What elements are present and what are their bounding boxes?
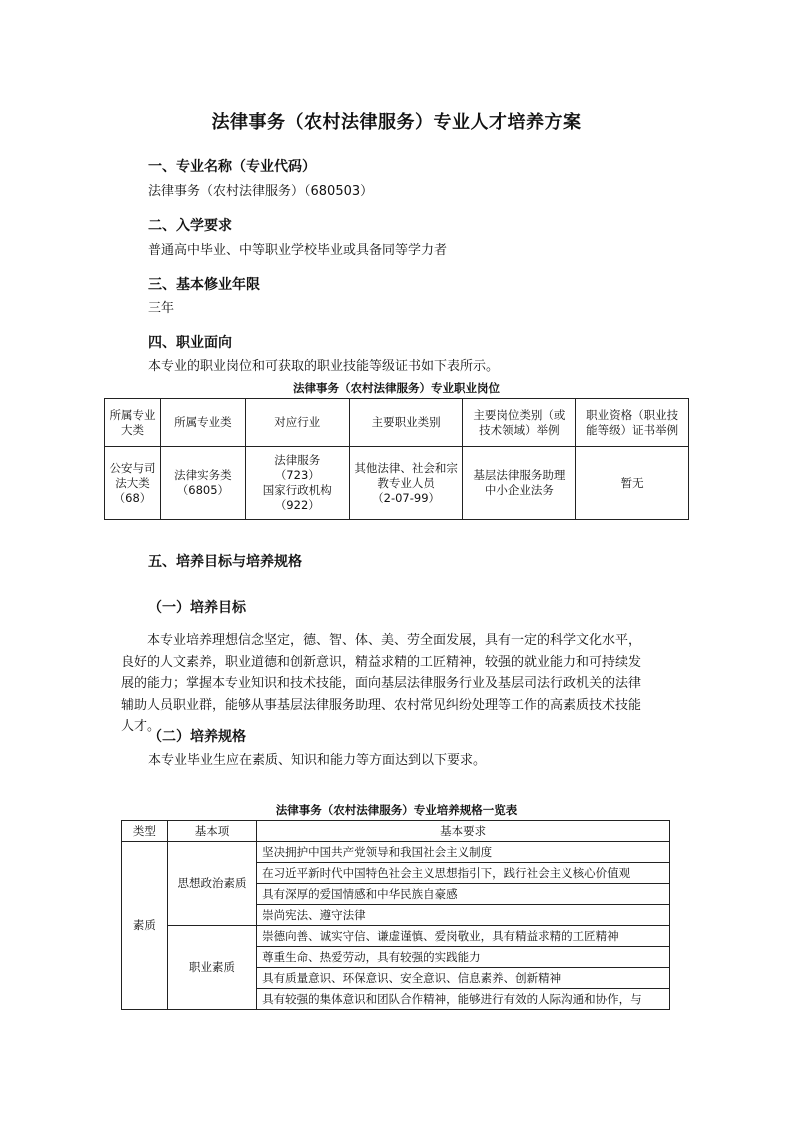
cell-major-class: 法律实务类 （6805）	[160, 447, 245, 520]
goal-line-4: 辅助人员职业群，能够从事基层法律服务助理、农村常见纠纷处理等工作的高素质技术技能	[121, 697, 642, 713]
table-2-caption: 法律事务（农村法律服务）专业培养规格一览表	[275, 803, 518, 817]
header-cell-major-class: 所属专业类	[160, 399, 245, 447]
header-cell-industry: 对应行业	[245, 399, 349, 447]
goal-paragraph	[121, 630, 676, 738]
section-4-text: 本专业的职业岗位和可获取的职业技能等级证书如下表所示。	[148, 359, 500, 374]
goal-line-5: 人才。	[121, 719, 161, 734]
header-item: 基本项	[167, 821, 256, 842]
requirement-cell: 坚决拥护中国共产党领导和我国社会主义制度	[257, 842, 670, 863]
header-type: 类型	[122, 821, 168, 842]
spec-table	[121, 820, 670, 1010]
cell-position: 基层法律服务助理 中小企业法务	[463, 447, 576, 520]
subsection-1-heading: （一）培养目标	[148, 600, 246, 616]
requirement-cell: 具有深厚的爱国情感和中华民族自豪感	[257, 884, 670, 905]
cell-group-political: 思想政治素质	[167, 842, 256, 926]
cell-group-professional: 职业素质	[167, 926, 256, 1010]
requirement-cell: 崇德向善、诚实守信、谦虚谨慎、爱岗敬业，具有精益求精的工匠精神	[257, 926, 670, 947]
spec-table-header-row	[122, 821, 670, 842]
table-1-caption: 法律事务（农村法律服务）专业职业岗位	[293, 381, 500, 395]
cell-certificate: 暂无	[576, 447, 689, 520]
requirement-cell: 具有较强的集体意识和团队合作精神，能够进行有效的人际沟通和协作，与	[257, 989, 670, 1010]
page-title: 法律事务（农村法律服务）专业人才培养方案	[211, 112, 582, 133]
cell-type-quality: 素质	[122, 842, 168, 1010]
header-requirement: 基本要求	[257, 821, 670, 842]
requirement-cell: 崇尚宪法、遵守法律	[257, 905, 670, 926]
section-1-text: 法律事务（农村法律服务）（680503）	[148, 184, 374, 199]
section-3-heading: 三、基本修业年限	[148, 277, 260, 293]
header-cell-position: 主要岗位类别（或 技术领域）举例	[463, 399, 576, 447]
career-table	[104, 398, 689, 520]
cell-major-category: 公安与司 法大类 （68）	[105, 447, 161, 520]
section-2-heading: 二、入学要求	[148, 218, 232, 234]
career-table-row	[105, 447, 689, 520]
subsection-2-text: 本专业毕业生应在素质、知识和能力等方面达到以下要求。	[148, 753, 487, 768]
header-cell-occupation: 主要职业类别	[349, 399, 463, 447]
section-1-heading: 一、专业名称（专业代码）	[148, 159, 316, 175]
goal-line-1: 本专业培养理想信念坚定，德、智、体、美、劳全面发展，具有一定的科学文化水平，	[147, 633, 642, 648]
section-5-heading: 五、培养目标与培养规格	[148, 554, 302, 570]
requirement-cell: 尊重生命、热爱劳动，具有较强的实践能力	[257, 947, 670, 968]
cell-occupation: 其他法律、社会和宗 教专业人员 （2-07-99）	[349, 447, 463, 520]
section-3-text: 三年	[148, 301, 175, 316]
header-cell-certificate: 职业资格（职业技 能等级）证书举例	[576, 399, 689, 447]
table-row	[122, 842, 670, 863]
cell-industry: 法律服务 （723） 国家行政机构 （922）	[245, 447, 349, 520]
goal-line-2: 良好的人文素养，职业道德和创新意识，精益求精的工匠精神，较强的就业能力和可持续发	[121, 654, 642, 670]
goal-line-3: 展的能力；掌握本专业知识和技术技能，面向基层法律服务行业及基层司法行政机关的法律	[121, 676, 642, 691]
section-2-text: 普通高中毕业、中等职业学校毕业或具备同等学力者	[148, 243, 448, 258]
header-cell-major-category: 所属专业 大类	[105, 399, 161, 447]
subsection-2-heading: （二）培养规格	[148, 729, 246, 745]
requirement-cell: 在习近平新时代中国特色社会主义思想指引下，践行社会主义核心价值观	[257, 863, 670, 884]
section-4-heading: 四、职业面向	[148, 335, 232, 351]
career-table-header-row	[105, 399, 689, 447]
table-row	[122, 926, 670, 947]
requirement-cell: 具有质量意识、环保意识、安全意识、信息素养、创新精神	[257, 968, 670, 989]
